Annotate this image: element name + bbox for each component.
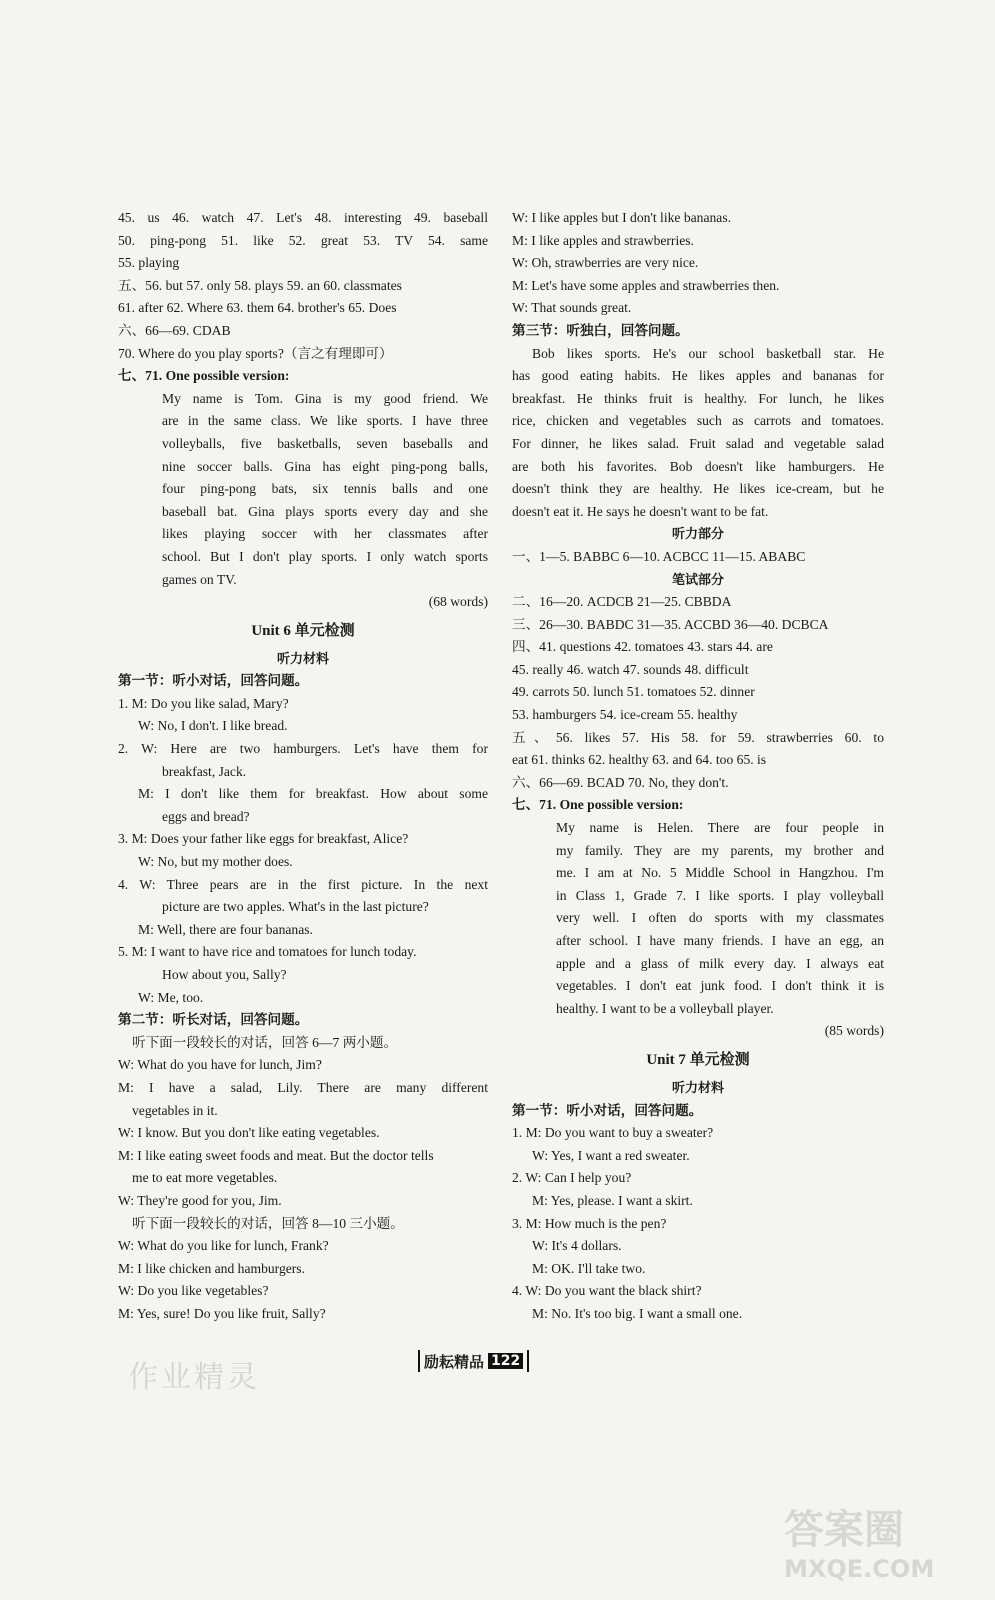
left-line: school. But I don't play sports. I only watch sports	[162, 548, 488, 564]
right-line: 二、16—20. ACDCB 21—25. CBBDA	[512, 594, 732, 610]
right-line: W: I like apples but I don't like bananas.	[512, 210, 732, 225]
left-line: M: I have a salad, Lily. There are many different	[118, 1079, 488, 1095]
page-number: 122	[488, 1353, 523, 1369]
right-line: very well. I often do sports with my classmates	[556, 910, 884, 926]
right-column	[512, 207, 884, 1326]
right-line: 53. hamburgers 54. ice-cream 55. healthy	[512, 707, 738, 723]
right-line: 四、41. questions 42. tomatoes 43. stars 44. are	[512, 639, 773, 655]
left-line: 50. ping-pong 51. like 52. great 53. TV 54. same	[118, 232, 488, 248]
right-line: 49. carrots 50. lunch 51. tomatoes 52. dinner	[512, 684, 755, 700]
left-line: 听力材料	[276, 650, 329, 666]
right-line: 1. M: Do you want to buy a sweater?	[512, 1125, 714, 1141]
right-line: M: No. It's too big. I want a small one.	[532, 1305, 743, 1321]
right-line: For dinner, he likes salad. Fruit salad and vegetable salad	[512, 435, 884, 451]
right-line: 七、71. One possible version:	[512, 797, 684, 813]
left-line: M: Well, there are four bananas.	[138, 921, 313, 937]
watermark-logo: 答案圈	[784, 1507, 904, 1553]
right-line: breakfast. He thinks fruit is healthy. For lunch, he likes	[512, 390, 884, 406]
left-line: me to eat more vegetables.	[132, 1170, 278, 1186]
watermark-right	[784, 1498, 934, 1583]
footer-bar-left	[418, 1350, 420, 1372]
left-line: 3. M: Does your father like eggs for breakfast, Alice?	[118, 831, 409, 847]
footer-brand: 励耘精品	[424, 1352, 485, 1371]
right-line: in Class 1, Grade 7. I like sports. I play volleyball	[556, 887, 884, 903]
left-line: 第一节：听小对话，回答问题。	[118, 673, 309, 689]
left-line: (68 words)	[428, 594, 488, 610]
right-line: doesn't eat it. He says he doesn't want to be fat.	[512, 503, 769, 519]
left-line: W: Me, too.	[138, 989, 204, 1005]
left-line: 4. W: Three pears are in the first picture. In the next	[118, 876, 488, 892]
left-line: W: No, I don't. I like bread.	[138, 718, 288, 734]
right-line: W: Yes, I want a red sweater.	[532, 1147, 690, 1163]
left-line: volleyballs, five basketballs, seven baseballs and	[162, 435, 488, 451]
right-line: (85 words)	[824, 1023, 884, 1039]
left-line: Unit 6 单元检测	[251, 622, 355, 639]
left-line: W: No, but my mother does.	[138, 854, 293, 870]
right-line: My name is Helen. There are four people in	[556, 820, 884, 836]
left-line: breakfast, Jack.	[162, 763, 247, 779]
right-line: 六、66—69. BCAD 70. No, they don't.	[512, 774, 729, 790]
right-line: M: OK. I'll take two.	[532, 1260, 646, 1276]
page-footer	[418, 1350, 529, 1372]
right-line: Unit 7 单元检测	[646, 1051, 750, 1068]
left-line: 六、66—69. CDAB	[118, 322, 231, 338]
right-line: vegetables. I don't eat junk food. I don't think it is	[556, 978, 884, 994]
footer-bar-right	[527, 1350, 529, 1372]
right-line: 三、26—30. BABDC 31—35. ACCBD 36—40. DCBCA	[512, 616, 829, 632]
left-line: M: Yes, sure! Do you like fruit, Sally?	[118, 1305, 326, 1321]
left-line: are in the same class. We like sports. I have three	[162, 413, 488, 429]
watermark-left: 作业精灵	[128, 1360, 260, 1395]
right-line: 4. W: Do you want the black shirt?	[512, 1283, 702, 1299]
left-line: 七、71. One possible version:	[118, 368, 290, 384]
left-line: vegetables in it.	[132, 1102, 218, 1118]
left-line: M: I don't like them for breakfast. How about some	[138, 786, 488, 802]
right-line: me. I am at No. 5 Middle School in Hangzhou. I'm	[556, 865, 884, 881]
left-line: 2. W: Here are two hamburgers. Let's have them for	[118, 741, 488, 757]
right-line: 笔试部分	[671, 571, 724, 587]
left-line: M: I like eating sweet foods and meat. But the doctor tells	[118, 1147, 434, 1163]
right-line: doesn't think they are healthy. He likes ice-cream, but he	[512, 481, 884, 497]
left-line: 五、56. but 57. only 58. plays 59. an 60. classmates	[118, 277, 402, 293]
left-line: eggs and bread?	[162, 808, 250, 824]
left-line: 61. after 62. Where 63. them 64. brother's 65. Does	[118, 300, 397, 316]
left-line: W: What do you have for lunch, Jim?	[118, 1057, 322, 1073]
right-line: 45. really 46. watch 47. sounds 48. difficult	[512, 661, 749, 677]
right-line: after school. I have many friends. I have an egg, an	[556, 933, 884, 948]
right-line: healthy. I want to be a volleyball player.	[556, 1000, 774, 1016]
left-line: likes playing soccer with her classmates after	[162, 526, 488, 542]
right-line: W: That sounds great.	[512, 300, 632, 316]
left-line: 听下面一段较长的对话，回答 6—7 两小题。	[132, 1034, 398, 1050]
right-line: eat 61. thinks 62. healthy 63. and 64. too 65. is	[512, 752, 767, 768]
right-line: has good eating habits. He likes apples and bananas for	[512, 368, 884, 384]
left-line: 第二节：听长对话，回答问题。	[118, 1012, 309, 1028]
right-line: are both his favorites. Bob doesn't like hamburgers. He	[512, 458, 884, 474]
left-line: baseball bat. Gina plays sports every day and she	[162, 503, 488, 519]
watermark-url: MXQE.COM	[784, 1555, 935, 1583]
right-line: 一、1—5. BABBC 6—10. ACBCC 11—15. ABABC	[512, 548, 806, 564]
left-line: nine soccer balls. Gina has eight ping-pong balls,	[162, 458, 488, 474]
left-column	[118, 207, 488, 1326]
left-line: four ping-pong bats, six tennis balls and one	[162, 481, 488, 497]
left-line: games on TV.	[162, 571, 237, 587]
left-line: picture are two apples. What's in the last picture?	[162, 899, 429, 915]
left-line: 5. M: I want to have rice and tomatoes for lunch today.	[118, 944, 417, 960]
right-line: my family. They are my parents, my brother and	[556, 842, 884, 858]
right-line: M: Yes, please. I want a skirt.	[532, 1192, 693, 1208]
right-line: apple and a glass of milk every day. I always eat	[556, 955, 884, 971]
left-line: How about you, Sally?	[162, 967, 287, 982]
left-line: W: Do you like vegetables?	[118, 1283, 269, 1299]
right-line: rice, chicken and vegetables such as carrots and tomatoes.	[512, 413, 884, 429]
right-line: Bob likes sports. He's our school basketball star. He	[532, 345, 884, 361]
right-line: M: Let's have some apples and strawberries then.	[512, 277, 780, 293]
left-line: 55. playing	[118, 255, 180, 271]
left-line: My name is Tom. Gina is my good friend. We	[162, 390, 488, 406]
right-line: 第三节：听独白，回答问题。	[512, 322, 689, 338]
left-line: 1. M: Do you like salad, Mary?	[118, 695, 289, 711]
right-line: 听力材料	[671, 1079, 724, 1095]
left-line: W: What do you like for lunch, Frank?	[118, 1238, 329, 1254]
right-line: 3. M: How much is the pen?	[512, 1215, 667, 1231]
right-line: 第一节：听小对话，回答问题。	[512, 1102, 703, 1118]
right-line: W: Oh, strawberries are very nice.	[512, 255, 699, 271]
right-line: M: I like apples and strawberries.	[512, 232, 694, 248]
right-line: 2. W: Can I help you?	[512, 1170, 632, 1186]
right-line: 五、56. likes 57. His 58. for 59. strawberries 60. to	[512, 729, 884, 745]
left-line: 听下面一段较长的对话，回答 8—10 三小题。	[132, 1215, 404, 1231]
left-line: M: I like chicken and hamburgers.	[118, 1260, 305, 1276]
left-line: W: They're good for you, Jim.	[118, 1192, 282, 1208]
right-line: W: It's 4 dollars.	[532, 1238, 622, 1254]
left-line: W: I know. But you don't like eating vegetables.	[118, 1125, 380, 1141]
left-line: 70. Where do you play sports?（言之有理即可）	[118, 345, 393, 361]
right-line: 听力部分	[671, 526, 724, 542]
left-line: 45. us 46. watch 47. Let's 48. interesting 49. baseball	[118, 210, 488, 225]
